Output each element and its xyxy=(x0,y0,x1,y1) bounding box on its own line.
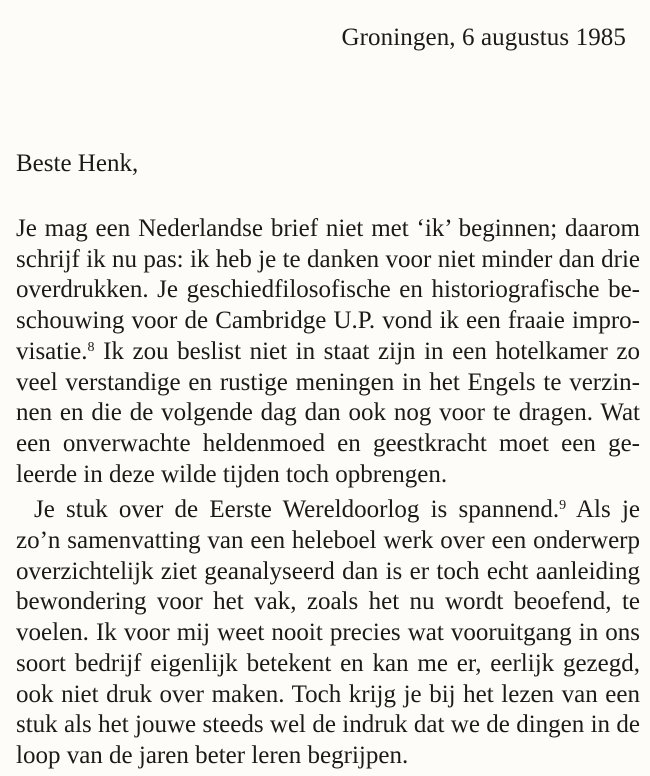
paragraph-2-line: stuk als het jouwe steeds wel de indruk dat we de dingen in de xyxy=(16,711,640,739)
text-segment: Als je xyxy=(566,496,640,524)
paragraph-1-line: schrijf ik nu pas: ik heb je te danken voor niet minder dan drie xyxy=(16,245,640,273)
dateline: Groningen, 6 augustus 1985 xyxy=(341,24,626,51)
paragraph-2-line: bewondering voor het vak, zoals het nu wordt beoefend, te xyxy=(16,588,640,616)
paragraph-1-line: overdrukken. Je geschiedfilosofische en historiografische be- xyxy=(16,276,640,304)
paragraph-1-line: Je mag een Nederlandse brief niet met ‘ik’ beginnen; daarom xyxy=(16,215,640,242)
paragraph-2-line-footnote xyxy=(16,495,640,526)
paragraph-2-line: loop van de jaren beter leren begrijpen. xyxy=(16,741,409,769)
paragraph-1-line: een onverwachte heldenmoed en geestkracht moet een ge- xyxy=(16,429,640,457)
paragraph-1-line: veel verstandige en rustige meningen in het Engels te verzin- xyxy=(16,368,640,396)
paragraph-1-line-footnote xyxy=(16,337,640,368)
paragraph-1-line: nen en die de volgende dag dan ook nog voor te dragen. Wat xyxy=(16,399,640,427)
footnote-mark: 9 xyxy=(559,498,567,514)
text-segment: Ik zou beslist niet in staat zijn in een hotelkamer zo xyxy=(94,337,640,365)
paragraph-2-line: soort bedrijf eigenlijk betekent en kan me er, eerlijk gezegd, xyxy=(16,649,640,677)
paragraph-2-line: zo’n samenvatting van een heleboel werk over een onderwerp xyxy=(16,527,640,555)
text-segment: Je stuk over de Eerste Wereldoorlog is spannend. xyxy=(34,496,560,524)
text-segment: visatie. xyxy=(16,337,88,365)
footnote-mark: 8 xyxy=(87,339,95,355)
paragraph-2-line: voelen. Ik voor mij weet nooit precies wat vooruitgang in ons xyxy=(16,619,640,647)
paragraph-1-line: schouwing voor de Cambridge U.P. vond ik een fraaie impro- xyxy=(16,307,640,335)
paragraph-2-line: ook niet druk over maken. Toch krijg je bij het lezen van een xyxy=(16,680,640,708)
paragraph-2-line: overzichtelijk ziet geanalyseerd dan is er toch echt aanleiding xyxy=(16,557,640,585)
salutation: Beste Henk, xyxy=(16,150,139,177)
letter-body xyxy=(16,214,640,772)
paragraph-1-line: leerde in deze wilde tijden toch opbrengen. xyxy=(16,460,448,488)
